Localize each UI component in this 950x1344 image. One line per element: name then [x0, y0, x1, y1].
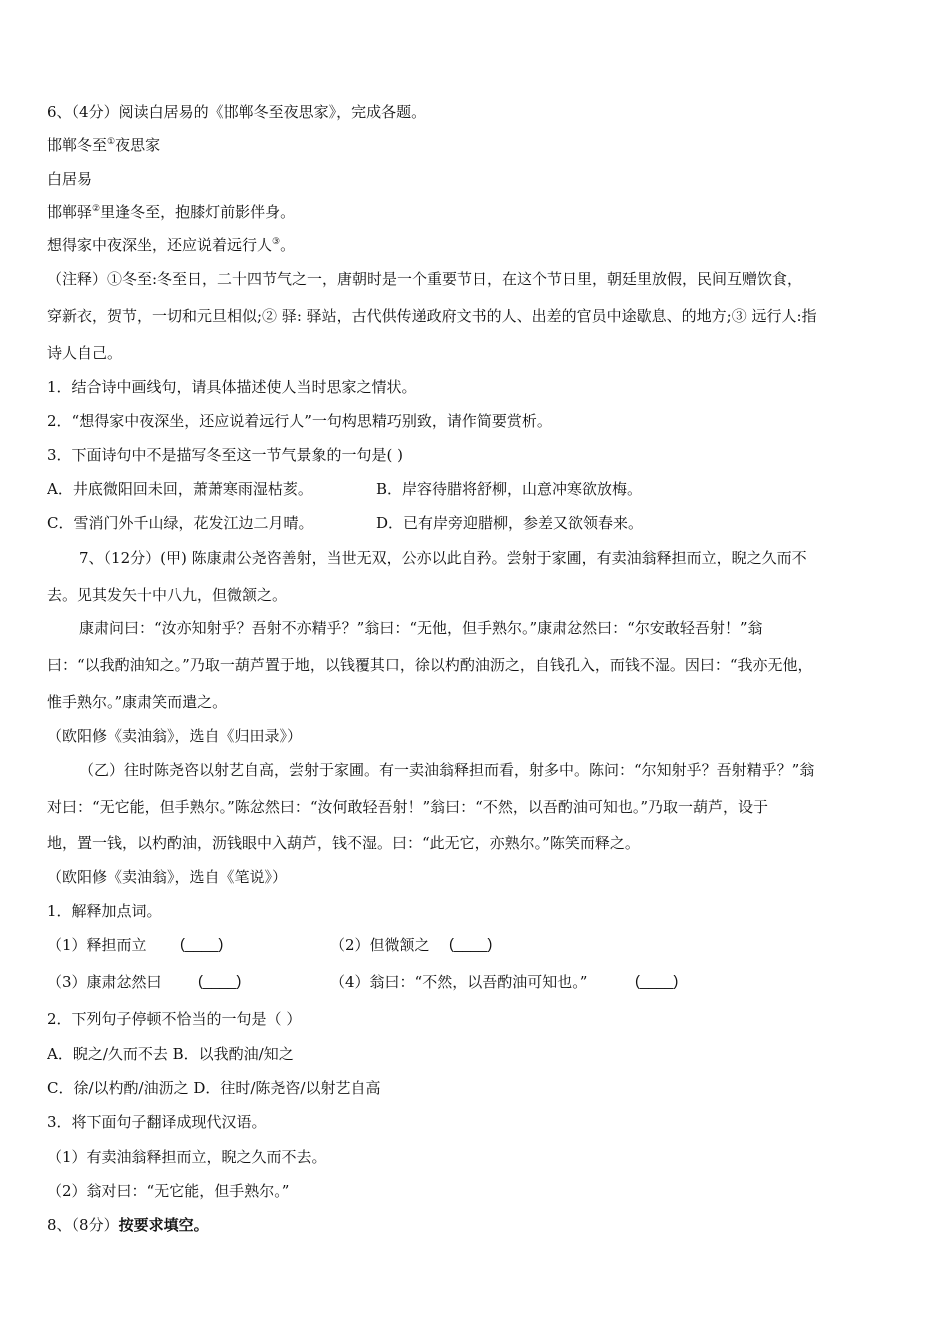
q7-options-cd: C．徐/以杓酌/油沥之 D．往时/陈尧咨/以射艺自高 — [47, 1079, 381, 1097]
jia-p2-line-2: 曰：“以我酌油知之。”乃取一葫芦置于地，以钱覆其口，徐以杓酌油沥之，自钱孔入，而钱不湿。因曰：“我亦无他， — [47, 656, 813, 674]
jia-source: （欧阳修《卖油翁》，选自《归田录》） — [47, 727, 303, 745]
word-1-blank[interactable]: (____) — [180, 936, 224, 953]
translate-2: （2）翁对曰：“无它能，但手熟尔。” — [47, 1182, 290, 1200]
jia-line-1: 7、（12分）(甲) 陈康肃公尧咨善射，当世无双，公亦以此自矜。尝射于家圃，有卖油翁释担而立，睨之久而不 — [79, 549, 807, 567]
jia-line-2: 去。见其发矢十中八九，但微颔之。 — [47, 586, 288, 604]
poem-verse-2: 想得家中夜深坐，还应说着远行人③。 — [47, 236, 296, 254]
q8-header: 8、（8分）按要求填空。 — [47, 1216, 209, 1234]
q7-sub-3: 3．将下面句子翻译成现代汉语。 — [47, 1113, 267, 1131]
q7-words-row-2 — [47, 972, 910, 992]
word-2-blank[interactable]: (____) — [449, 936, 493, 953]
yi-line-2: 对曰：“无它能，但手熟尔。”陈忿然曰：“汝何敢轻吾射！”翁曰：“不然，以吾酌油可知也。”乃取一葫芦，设于 — [47, 798, 769, 816]
poem-note-2: 穿新衣，贺节，一切和元旦相似;② 驿: 驿站，古代供传递政府文书的人、出差的官员中途歇息、的地方;③ 远行人:指 — [47, 307, 817, 325]
q6-option-d: D．已有岸旁迎腊柳，参差又欲领春来。 — [376, 514, 644, 532]
q6-option-a: A．井底微阳回未回，萧萧寒雨湿枯荄。 — [47, 480, 313, 498]
word-4: （4）翁曰：“不然，以吾酌油可知也。” — [330, 973, 588, 991]
q7-words-row-1 — [47, 935, 910, 955]
poem-note-3: 诗人自己。 — [47, 344, 123, 362]
q6-option-c: C．雪消门外千山绿，花发江边二月晴。 — [47, 514, 314, 532]
poem-title: 邯郸冬至①夜思家 — [47, 136, 161, 154]
yi-line-3: 地，置一钱，以杓酌油，沥钱眼中入葫芦，钱不湿。曰：“此无它，亦熟尔。”陈笑而释之。 — [47, 834, 640, 852]
q6-sub-1: 1．结合诗中画线句，请具体描述使人当时思家之情状。 — [47, 378, 417, 396]
q7-sub-1: 1．解释加点词。 — [47, 902, 162, 920]
q6-options-ab — [47, 479, 910, 499]
q6-option-b: B．岸容待腊将舒柳，山意冲寒欲放梅。 — [376, 480, 643, 498]
word-1: （1）释担而立 — [47, 936, 147, 954]
word-3: （3）康肃忿然曰 — [47, 973, 162, 991]
q7-sub-2: 2．下列句子停顿不恰当的一句是（ ） — [47, 1010, 302, 1028]
q6-sub-2: 2．“想得家中夜深坐，还应说着远行人”一句构思精巧别致，请作简要赏析。 — [47, 412, 552, 430]
q8-title: 按要求填空。 — [118, 1216, 209, 1234]
word-3-blank[interactable]: (____) — [198, 973, 242, 990]
jia-p2-line-1: 康肃问曰：“汝亦知射乎？吾射不亦精乎？”翁曰：“无他，但手熟尔。”康肃忿然曰：“尔安敢轻吾射！”翁 — [79, 619, 763, 637]
yi-line-1: （乙）往时陈尧咨以射艺自高，尝射于家圃。有一卖油翁释担而看，射多中。陈问：“尔知射乎？吾射精乎？”翁 — [79, 761, 815, 779]
poem-author: 白居易 — [47, 170, 93, 188]
poem-note-1: （注释）①冬至:冬至日，二十四节气之一，唐朝时是一个重要节日，在这个节日里，朝廷里放假，民间互赠饮食， — [47, 270, 803, 288]
q6-header: 6、（4分）阅读白居易的《邯郸冬至夜思家》，完成各题。 — [47, 103, 427, 121]
q6-options-cd — [47, 513, 910, 533]
q7-options-ab: A．睨之/久而不去 B．以我酌油/知之 — [47, 1045, 294, 1063]
word-2: （2）但微颔之 — [330, 936, 430, 954]
yi-source: （欧阳修《卖油翁》，选自《笔说》） — [47, 868, 288, 886]
jia-p2-line-3: 惟手熟尔。”康肃笑而遣之。 — [47, 693, 228, 711]
word-4-blank[interactable]: (____) — [635, 973, 679, 990]
poem-verse-1: 邯郸驿②里逢冬至，抱膝灯前影伴身。 — [47, 203, 296, 221]
translate-1: （1）有卖油翁释担而立，睨之久而不去。 — [47, 1148, 327, 1166]
q6-sub-3: 3．下面诗句中不是描写冬至这一节气景象的一句是( ) — [47, 446, 404, 464]
